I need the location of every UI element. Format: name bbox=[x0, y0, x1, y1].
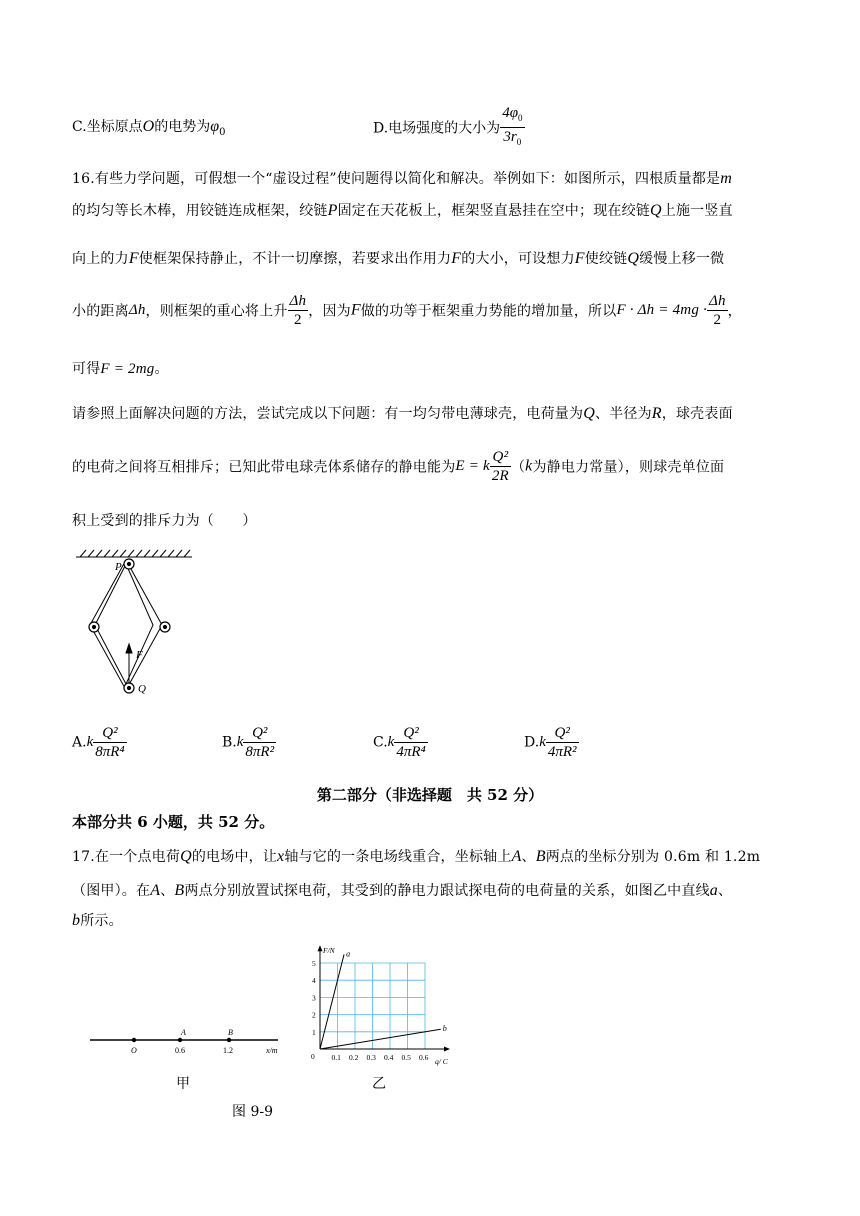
text: 请参照上面解决问题的方法，尝试完成以下问题：有一均匀带电薄球壳，电荷量为 bbox=[72, 406, 584, 422]
text: ，球壳表面 bbox=[661, 406, 733, 422]
q16-option-c bbox=[373, 724, 428, 761]
option-c-mid: 的电势为 bbox=[154, 119, 211, 135]
frac-den: 4πR⁴ bbox=[396, 744, 426, 760]
x-tick-label: 0.1 bbox=[331, 1053, 341, 1062]
text: （ bbox=[510, 459, 526, 476]
y-tick-label: 1 bbox=[312, 1027, 316, 1037]
var: B bbox=[535, 848, 546, 865]
text: ， bbox=[727, 303, 742, 320]
var: k bbox=[525, 457, 533, 475]
y-axis-arrow bbox=[318, 945, 323, 951]
text: 固定在天花板上，框架竖直悬挂在空中；现在绞链 bbox=[337, 203, 650, 219]
text: ，则框架的重心将上升 bbox=[145, 303, 288, 320]
var-o: O bbox=[142, 118, 155, 135]
label-b: B bbox=[228, 1028, 233, 1037]
text: 积上受到的排斥力为（ ） bbox=[72, 513, 257, 529]
label-q: Q bbox=[138, 683, 146, 695]
var-k: k bbox=[86, 734, 94, 750]
frac-num: Q² bbox=[252, 725, 268, 741]
var: F bbox=[128, 250, 139, 267]
var: Q bbox=[650, 202, 662, 219]
text: 17.在一个点电荷 bbox=[72, 849, 181, 865]
frac-num: Q² bbox=[403, 725, 419, 741]
text: 、半径为 bbox=[594, 406, 652, 422]
series-line-a bbox=[320, 954, 344, 1049]
option-label: A. bbox=[72, 734, 87, 751]
y-tick-label: 4 bbox=[312, 976, 316, 986]
text: 使绞链 bbox=[584, 251, 628, 267]
figure-jia-axis bbox=[88, 1020, 288, 1060]
text: 、 bbox=[160, 883, 175, 899]
text: 、 bbox=[521, 849, 536, 865]
label-p: P bbox=[115, 561, 122, 573]
origin-label: 0 bbox=[311, 1052, 315, 1061]
label-o: O bbox=[131, 1046, 137, 1055]
text: 小的距离 bbox=[72, 303, 129, 320]
var: Q bbox=[180, 848, 192, 865]
series-label-a: a bbox=[346, 949, 351, 959]
frac-num: Δh bbox=[708, 293, 726, 309]
frac-den: 2R bbox=[491, 468, 509, 484]
fraction-dh-2b bbox=[707, 292, 728, 329]
y-tick-label: 3 bbox=[312, 993, 316, 1003]
text: 的大小，可设想力 bbox=[461, 251, 575, 267]
frac-den: 8πR⁴ bbox=[95, 744, 125, 760]
var-k: k bbox=[387, 734, 395, 750]
q16-line-6 bbox=[72, 403, 733, 423]
series-label-b: b bbox=[442, 1024, 447, 1034]
q16-line-4 bbox=[72, 292, 742, 329]
text: 两点分别放置试探电荷，其受到的静电力跟试探电荷的电荷量的关系，如图乙中直线 bbox=[184, 883, 710, 899]
frac-den: 2 bbox=[294, 312, 302, 328]
frac-num: Q² bbox=[102, 725, 118, 741]
text: 缓慢上移一微 bbox=[639, 251, 725, 267]
x-tick-label: 0.4 bbox=[384, 1053, 394, 1062]
fraction-dh-2 bbox=[288, 292, 309, 329]
text: 的均匀等长木棒，用铰链连成框架，绞链 bbox=[72, 203, 328, 219]
var: a bbox=[709, 882, 718, 899]
force-arrow bbox=[126, 644, 132, 683]
var: F bbox=[574, 250, 585, 267]
var: B bbox=[174, 882, 185, 899]
text: 16.有些力学问题，可假想一个“虚设过程”使问题得以简化和解决。举例如下：如图所示，四根质量都是 bbox=[72, 171, 721, 187]
var-k: k bbox=[539, 734, 546, 750]
q16-option-a bbox=[72, 724, 127, 761]
caption-jia: 甲 bbox=[176, 1076, 190, 1092]
q16-line-5 bbox=[72, 358, 169, 378]
text: 上施一竖直 bbox=[661, 203, 733, 219]
var: A bbox=[150, 882, 161, 899]
figure-yi-chart bbox=[300, 936, 470, 1066]
q17-line-2 bbox=[72, 880, 732, 900]
text: 向上的力 bbox=[72, 251, 129, 267]
x-tick-label: 0.2 bbox=[349, 1053, 359, 1062]
hinged-frame-figure bbox=[70, 540, 210, 700]
x-tick-label: 0.5 bbox=[401, 1053, 411, 1062]
text: 的电场中，让 bbox=[191, 849, 278, 865]
text: 使框架保持静止，不计一切摩擦，若要求出作用力 bbox=[138, 251, 452, 267]
var: m bbox=[720, 170, 732, 187]
var: b bbox=[72, 912, 81, 929]
text: 为静电力常量），则球壳单位面 bbox=[532, 459, 725, 476]
text: ，因为 bbox=[308, 303, 351, 320]
text: 做的功等于框架重力势能的增加量，所以 bbox=[360, 303, 617, 320]
var: A bbox=[511, 848, 522, 865]
text: 。 bbox=[154, 361, 169, 377]
q17-line-1 bbox=[72, 846, 760, 866]
x-tick-label: 0.3 bbox=[366, 1053, 376, 1062]
text: （图甲）。在 bbox=[72, 883, 151, 899]
option-fraction bbox=[394, 724, 427, 761]
sub-0: 0 bbox=[219, 126, 226, 138]
var: P bbox=[327, 202, 338, 219]
frac-den: 4πR² bbox=[547, 744, 577, 760]
frac-den: 2 bbox=[713, 312, 722, 328]
var-k: k bbox=[236, 734, 244, 750]
frac-den: 3r bbox=[503, 129, 517, 145]
q16-line-3 bbox=[72, 248, 724, 268]
equation: E = k bbox=[455, 458, 490, 474]
text: 的电荷之间将互相排斥；已知此带电球壳体系储存的静电能为 bbox=[72, 459, 456, 476]
option-label: C. bbox=[373, 734, 388, 751]
text: 可得 bbox=[72, 361, 101, 377]
var-dh: Δh bbox=[128, 302, 146, 318]
option-d-fraction bbox=[500, 104, 524, 151]
equation: F = 2mg bbox=[100, 361, 155, 377]
var: F bbox=[350, 301, 361, 319]
part2-subtitle: 本部分共 6 小题，共 52 分。 bbox=[72, 813, 275, 831]
q17-line-3 bbox=[72, 910, 123, 930]
q16-line-7 bbox=[72, 448, 724, 485]
x-tick-label: 0.6 bbox=[419, 1053, 429, 1062]
text: 轴与它的一条电场线重合，坐标轴上 bbox=[284, 849, 512, 865]
q16-line-8 bbox=[72, 510, 257, 530]
y-tick-label: 5 bbox=[312, 959, 316, 968]
frac-den-sub: 0 bbox=[516, 137, 522, 147]
equation: F · Δh = 4mg · bbox=[616, 302, 707, 318]
text: 两点的坐标分别为 0.6m 和 1.2m bbox=[545, 849, 761, 865]
frac-num: Δh bbox=[289, 293, 307, 309]
text: 所示。 bbox=[80, 913, 123, 929]
figure-caption: 图 9-9 bbox=[232, 1104, 273, 1120]
option-c-text: C.坐标原点 bbox=[72, 119, 143, 135]
point-b bbox=[227, 1038, 231, 1042]
q15-option-c bbox=[72, 116, 225, 138]
point-o bbox=[132, 1038, 136, 1042]
option-label: D. bbox=[524, 734, 540, 751]
option-label: B. bbox=[222, 734, 237, 751]
point-a bbox=[178, 1038, 182, 1042]
var: Q bbox=[627, 250, 640, 267]
q16-line-1 bbox=[72, 168, 732, 188]
var: R bbox=[651, 405, 662, 422]
frac-den: 8πR² bbox=[245, 744, 275, 760]
q16-option-d bbox=[524, 724, 579, 761]
part2-title: 第二部分（非选择题 共 52 分） bbox=[316, 786, 544, 804]
text: 、 bbox=[717, 883, 733, 899]
label-1-2: 1.2 bbox=[223, 1046, 233, 1055]
var: x bbox=[277, 848, 285, 865]
var: Q bbox=[583, 405, 595, 422]
ceiling bbox=[76, 550, 192, 557]
label-0-6: 0.6 bbox=[175, 1046, 185, 1055]
var-phi: φ bbox=[210, 118, 220, 135]
frac-num: Q² bbox=[554, 725, 570, 741]
label-x-m: x/m bbox=[266, 1046, 278, 1055]
y-tick-label: 2 bbox=[312, 1010, 316, 1020]
option-fraction bbox=[93, 724, 126, 761]
frac-num: 4φ bbox=[502, 105, 518, 121]
label-a: A bbox=[181, 1028, 186, 1037]
y-axis-label: F/N bbox=[323, 946, 335, 956]
caption-yi: 乙 bbox=[372, 1076, 386, 1092]
fraction-q2-2r bbox=[490, 448, 511, 485]
option-fraction bbox=[546, 724, 579, 761]
x-axis-label: q/ C bbox=[435, 1057, 448, 1066]
option-fraction bbox=[243, 724, 276, 761]
q15-option-d bbox=[373, 104, 525, 151]
q16-line-2 bbox=[72, 200, 733, 220]
label-f: F bbox=[136, 649, 143, 661]
q16-option-b bbox=[222, 724, 276, 761]
x-axis-arrow bbox=[444, 1047, 450, 1052]
rods bbox=[90, 560, 162, 690]
frac-num-sub: 0 bbox=[518, 113, 523, 123]
frac-num: Q² bbox=[492, 449, 509, 465]
option-d-text: D.电场强度的大小为 bbox=[373, 120, 501, 137]
var: F bbox=[451, 250, 462, 267]
